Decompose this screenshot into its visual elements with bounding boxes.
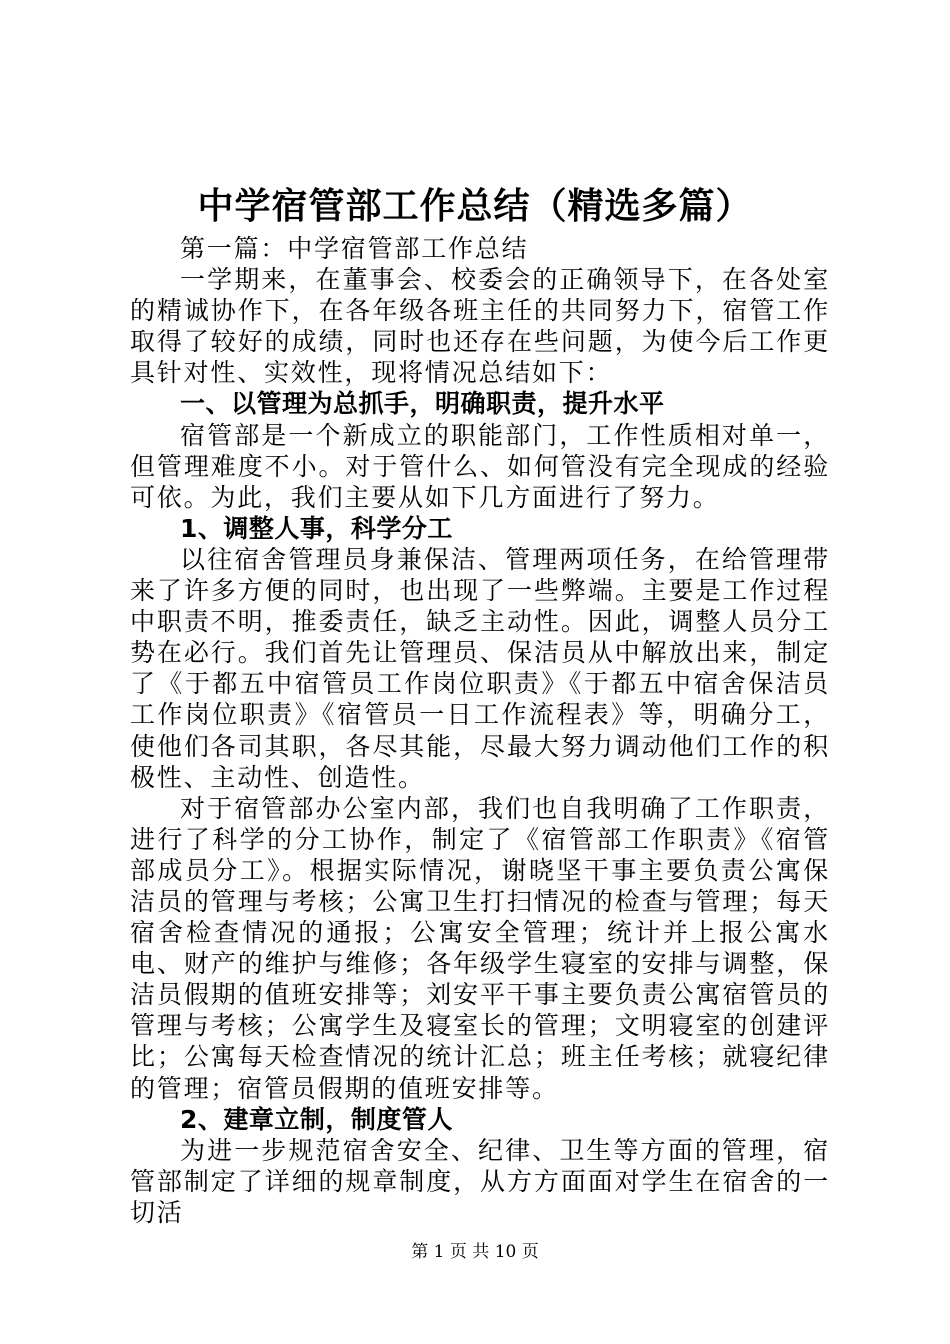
paragraph-section-label: 第一篇：中学宿管部工作总结 xyxy=(180,234,529,263)
paragraph-regulations: 为进一步规范宿舍安全、纪律、卫生等方面的管理，宿管部制定了详细的规章制度，从方方面面对学生在宿舍的一切活 xyxy=(130,1135,830,1227)
paragraph-department-overview: 宿管部是一个新成立的职能部门，工作性质相对单一，但管理难度不小。对于管什么、如何管没有完全现成的经验可依。为此，我们主要从如下几方面进行了努力。 xyxy=(130,420,830,512)
document-body xyxy=(130,233,830,1228)
document-title: 中学宿管部工作总结（精选多篇） xyxy=(197,186,753,227)
heading-section-one: 一、以管理为总抓手，明确职责，提升水平 xyxy=(180,389,665,419)
paragraph-staff-division: 以往宿舍管理员身兼保洁、管理两项任务，在给管理带来了许多方便的同时，也出现了一些弊端。主要是工作过程中职责不明，推委责任，缺乏主动性。因此，调整人员分工势在必行。我们首先让管理员、保洁员从中解放出来，制定了《于都五中宿管员工作岗位职责》《于都五中宿舍保洁员工作岗位职责》《宿管员一日工作流程表》等，明确分工，使他们各司其职，各尽其能，尽最大努力调动他们工作的积极性、主动性、创造性。 xyxy=(130,544,830,792)
heading-subsection-two: 2、建章立制，制度管人 xyxy=(180,1104,453,1134)
heading-subsection-one: 1、调整人事，科学分工 xyxy=(180,513,453,543)
page-number-footer: 第 1 页 共 10 页 xyxy=(411,1242,539,1262)
paragraph-intro: 一学期来，在董事会、校委会的正确领导下，在各处室的精诚协作下，在各年级各班主任的共同努力下，宿管工作取得了较好的成绩，同时也还存在些问题，为使今后工作更具针对性、实效性，现将情况总结如下： xyxy=(130,265,830,388)
paragraph-office-duties: 对于宿管部办公室内部，我们也自我明确了工作职责，进行了科学的分工协作，制定了《宿管部工作职责》《宿管部成员分工》。根据实际情况，谢晓坚干事主要负责公寓保洁员的管理与考核；公寓卫生打扫情况的检查与管理；每天宿舍检查情况的通报；公寓安全管理；统计并上报公寓水电、财产的维护与维修；各年级学生寝室的安排与调整，保洁员假期的值班安排等；刘安平干事主要负责公寓宿管员的管理与考核；公寓学生及寝室长的管理；文明寝室的创建评比；公寓每天检查情况的统计汇总；班主任考核；就寝纪律的管理；宿管员假期的值班安排等。 xyxy=(130,793,830,1103)
